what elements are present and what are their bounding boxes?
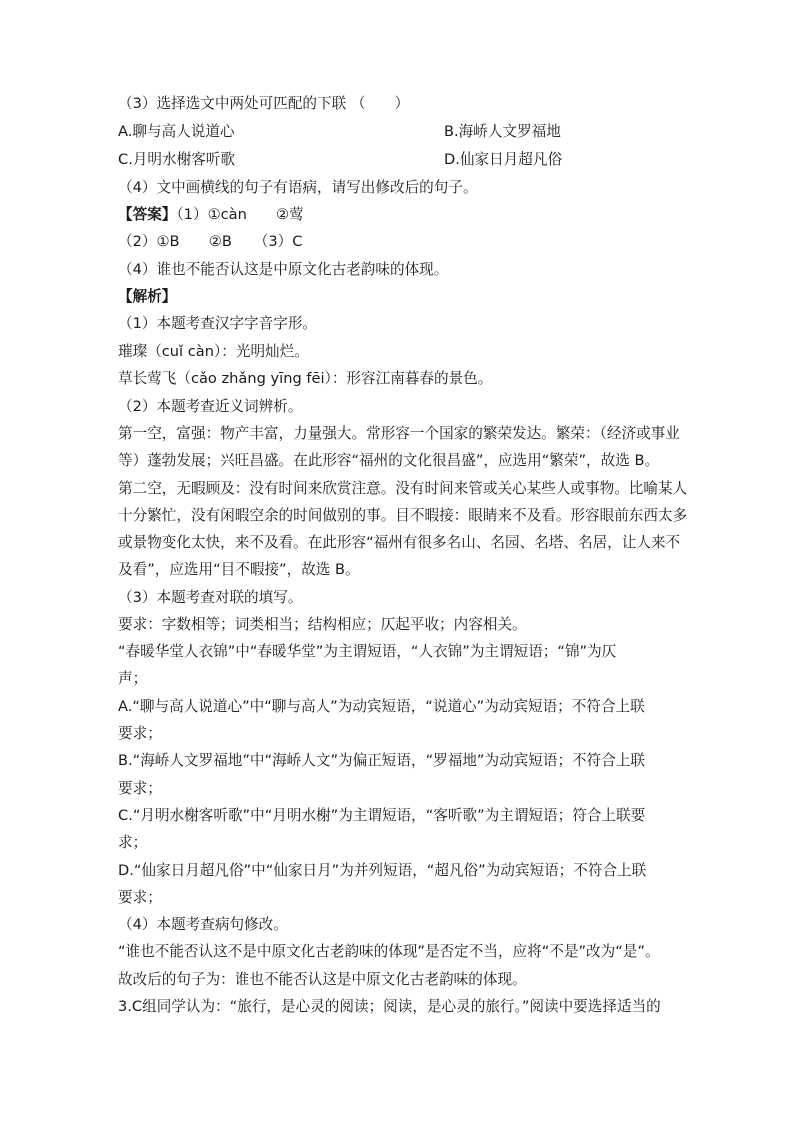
analysis-label: 【解析】 bbox=[118, 288, 177, 305]
analysis-line: 第一空，富强：物产丰富，力量强大。常形容一个国家的繁荣发达。繁荣：（经济或事业 bbox=[118, 425, 680, 442]
option-row-2 bbox=[118, 150, 678, 170]
analysis-line: 要求； bbox=[118, 725, 162, 742]
analysis-line: 及看”，应选用“目不暇接”，故选 B。 bbox=[118, 561, 360, 578]
analysis-line: 要求：字数相等；词类相当；结构相应；仄起平收；内容相关。 bbox=[118, 616, 527, 633]
analysis-line: “谁也不能否认这不是中原文化古老韵味的体现”是否定不当，应将“不是”改为“是”。 bbox=[118, 943, 660, 960]
analysis-line: C.“月明水榭客听歌”中“月明水榭”为主谓短语，“客听歌”为主谓短语；符合上联要 bbox=[118, 807, 646, 824]
answer-text-1: （1）①càn ②莺 bbox=[176, 206, 304, 223]
analysis-line: （1）本题考查汉字字音字形。 bbox=[118, 315, 318, 332]
analysis-line: （3）本题考查对联的填写。 bbox=[118, 589, 303, 606]
analysis-line: D.“仙家日月超凡俗”中“仙家日月”为并列短语，“超凡俗”为动宾短语；不符合上联 bbox=[118, 862, 647, 879]
answer-line-2: （2）①B ②B （3）C bbox=[118, 233, 303, 250]
analysis-line: 十分繁忙，没有闲暇空余的时间做别的事。目不暇接：眼睛来不及看。形容眼前东西太多 bbox=[118, 507, 688, 524]
analysis-line: 要求； bbox=[118, 889, 162, 906]
option-row-1 bbox=[118, 122, 678, 142]
analysis-line: B.“海峤人文罗福地”中“海峤人文”为偏正短语，“罗福地”为动宾短语；不符合上联 bbox=[118, 752, 646, 769]
analysis-line: A.“聊与高人说道心”中“聊与高人”为动宾短语，“说道心”为动宾短语；不符合上联 bbox=[118, 698, 645, 715]
analysis-line: 草长莺飞（cǎo zhǎng yīng fēi）：形容江南暮春的景色。 bbox=[118, 370, 493, 387]
analysis-line: 要求； bbox=[118, 780, 162, 797]
analysis-line: 3.C组同学认为：“旅行，是心灵的阅读；阅读，是心灵的旅行。”阅读中要选择适当的 bbox=[118, 998, 661, 1015]
analysis-line: “春暖华堂人衣锦”中“春暖华堂”为主谓短语，“人衣锦”为主谓短语；“锦”为仄 bbox=[118, 643, 617, 660]
question-4-prompt: （4）文中画横线的句子有语病，请写出修改后的句子。 bbox=[118, 179, 478, 196]
answer-line-1 bbox=[118, 205, 304, 225]
analysis-line: 或景物变化太快，来不及看。在此形容“福州有很多名山、名园、名塔、名居，让人来不 bbox=[118, 534, 681, 551]
option-c: C.月明水榭客听歌 bbox=[118, 151, 235, 168]
analysis-line: 等）蓬勃发展；兴旺昌盛。在此形容“福州的文化很昌盛”，应选用“繁荣”，故选 B。 bbox=[118, 452, 660, 469]
answer-label: 【答案】 bbox=[118, 206, 177, 223]
analysis-line: （4）本题考查病句修改。 bbox=[118, 916, 288, 933]
question-3-prompt: （3）选择选文中两处可匹配的下联 （ ） bbox=[118, 95, 410, 112]
analysis-line: 故改后的句子为：谁也不能否认这是中原文化古老韵味的体现。 bbox=[118, 971, 527, 988]
option-d: D.仙家日月超凡俗 bbox=[444, 151, 563, 168]
analysis-line: （2）本题考查近义词辨析。 bbox=[118, 398, 303, 415]
analysis-line: 求； bbox=[118, 834, 148, 851]
answer-line-3: （4）谁也不能否认这是中原文化古老韵味的体现。 bbox=[118, 261, 449, 278]
analysis-line: 第二空，无暇顾及：没有时间来欣赏注意。没有时间来管或关心某些人或事物。比喻某人 bbox=[118, 480, 688, 497]
analysis-line: 璀璨（cuǐ càn）：光明灿烂。 bbox=[118, 343, 309, 360]
analysis-line: 声； bbox=[118, 670, 148, 687]
option-b: B.海峤人文罗福地 bbox=[444, 123, 561, 140]
option-a: A.聊与高人说道心 bbox=[118, 123, 235, 140]
